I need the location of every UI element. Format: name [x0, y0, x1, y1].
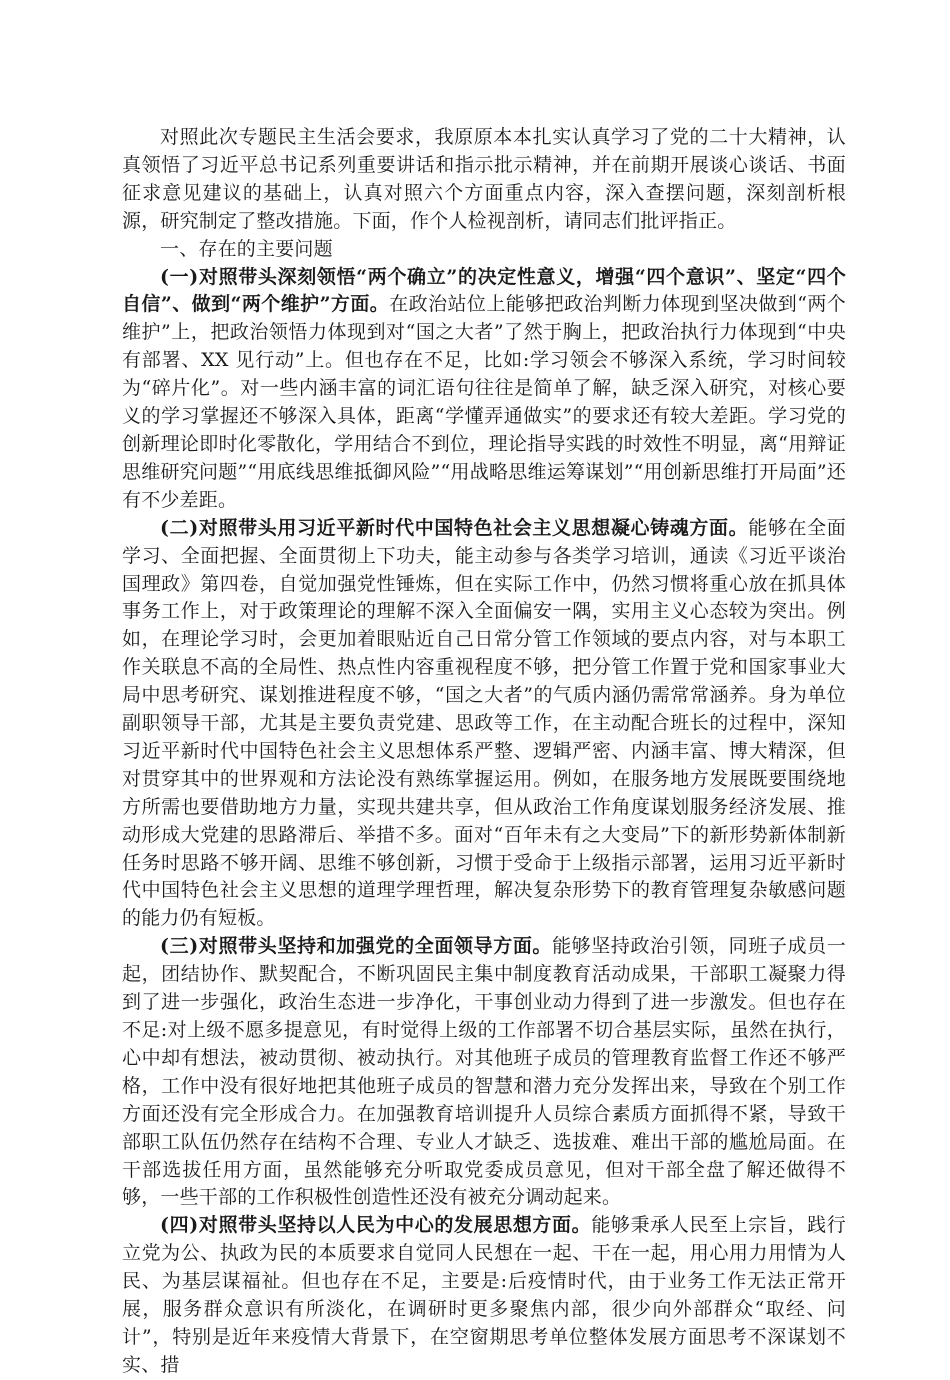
- item-paragraph-2: [122, 515, 846, 934]
- item-lead-1: (一)对照带头深刻领悟“两个确立”的决定性意义，增强“四个意识”、坚定“四个自信”、做到“两个维护”方面。: [122, 265, 846, 316]
- item-paragraph-1: [122, 264, 846, 515]
- item-paragraph-3: [122, 933, 846, 1212]
- item-lead-3: (三)对照带头坚持和加强党的全面领导方面。: [160, 935, 553, 958]
- section-heading: 一、存在的主要问题: [160, 237, 333, 260]
- item-body-2: 能够在全面学习、全面把握、全面贯彻上下功夫，能主动参与各类学习培训，通读《习近平谈治国理政》第四卷，自觉加强党性锤炼，但在实际工作中，仍然习惯将重心放在抓具体事务工作上，对于政策理论的理解不深入全面偏安一隅，实用主义心态较为突出。例如，在理论学习时，会更加着眼贴近自己日常分管工作领域的要点内容，对与本职工作关联息不高的全局性、热点性内容重视程度不够，把分管工作置于党和国家事业大局中思考研究、谋划推进程度不够，“国之大者”的气质内涵仍需常常涵养。身为单位副职领导干部，尤其是主要负责党建、思政等工作，在主动配合班长的过程中，深知习近平新时代中国特色社会主义思想体系严整、逻辑严密、内涵丰富、博大精深，但对贯穿其中的世界观和方法论没有熟练掌握运用。例如，在服务地方发展既要围绕地方所需也要借助地方力量，实现共建共享，但从政治工作角度谋划服务经济发展、推动形成大党建的思路滞后、举措不多。面对“百年未有之大变局”下的新形势新体制新任务时思路不够开阔、思维不够创新，习惯于受命于上级指示部署，运用习近平新时代中国特色社会主义思想的道理学理哲理，解决复杂形势下的教育管理复杂敏感问题的能力仍有短板。: [122, 516, 846, 930]
- item-body-1: 在政治站位上能够把政治判断力体现到坚决做到“两个维护”上，把政治领悟力体现到对“国之大者”了然于胸上，把政治执行力体现到“中央有部署、XX 见行动”上。但也存在不足，比如:学习领会不够深入系统，学习时间较为“碎片化”。对一些内涵丰富的词汇语句往往是简单了解，缺乏深入研究，对核心要义的学习掌握还不够深入具体，距离“学懂弄通做实”的要求还有较大差距。学习党的创新理论即时化零散化，学用结合不到位，理论指导实践的时效性不明显，离“用辩证思维研究问题”“用底线思维抵御风险”“用战略思维运筹谋划”“用创新思维打开局面”还有不少差距。: [122, 293, 846, 511]
- item-body-4: 能够秉承人民至上宗旨，践行立党为公、执政为民的本质要求自觉同人民想在一起、干在一起，用心用力用情为人民、为基层谋福祉。但也存在不足，主要是:后疫情时代，由于业务工作无法正常开展，服务群众意识有所淡化，在调研时更多聚焦内部，很少向外部群众“取经、问计”，特别是近年来疫情大背景下，在空窗期思考单位整体发展方面思考不深谋划不实、措: [122, 1214, 846, 1376]
- document-body: [122, 124, 846, 1380]
- intro-paragraph: 对照此次专题民主生活会要求，我原原本本扎实认真学习了党的二十大精神，认真领悟了习近平总书记系列重要讲话和指示批示精神，并在前期开展谈心谈话、书面征求意见建议的基础上，认真对照六个方面重点内容，深入查摆问题，深刻剖析根源，研究制定了整改措施。下面，作个人检视剖析，请同志们批评指正。: [122, 126, 846, 232]
- item-body-3: 能够坚持政治引领，同班子成员一起，团结协作、默契配合，不断巩固民主集中制度教育活动成果，干部职工凝聚力得到了进一步强化，政治生态进一步净化，干事创业动力得到了进一步激发。但也存在不足:对上级不愿多提意见，有时觉得上级的工作部署不切合基层实际，虽然在执行，心中却有想法，被动贯彻、被动执行。对其他班子成员的管理教育监督工作还不够严格，工作中没有很好地把其他班子成员的智慧和潜力充分发挥出来，导致在个别工作方面还没有完全形成合力。在加强教育培训提升人员综合素质方面抓得不紧，导致干部职工队伍仍然存在结构不合理、专业人才缺乏、选拔难、难出干部的尴尬局面。在干部选拔任用方面，虽然能够充分听取党委成员意见，但对干部全盘了解还做得不够，一些干部的工作积极性创造性还没有被充分调动起来。: [122, 935, 846, 1209]
- item-lead-4: (四)对照带头坚持以人民为中心的发展思想方面。: [160, 1214, 592, 1237]
- item-paragraph-4: [122, 1212, 846, 1379]
- item-lead-2: (二)对照带头用习近平新时代中国特色社会主义思想凝心铸魂方面。: [160, 516, 749, 539]
